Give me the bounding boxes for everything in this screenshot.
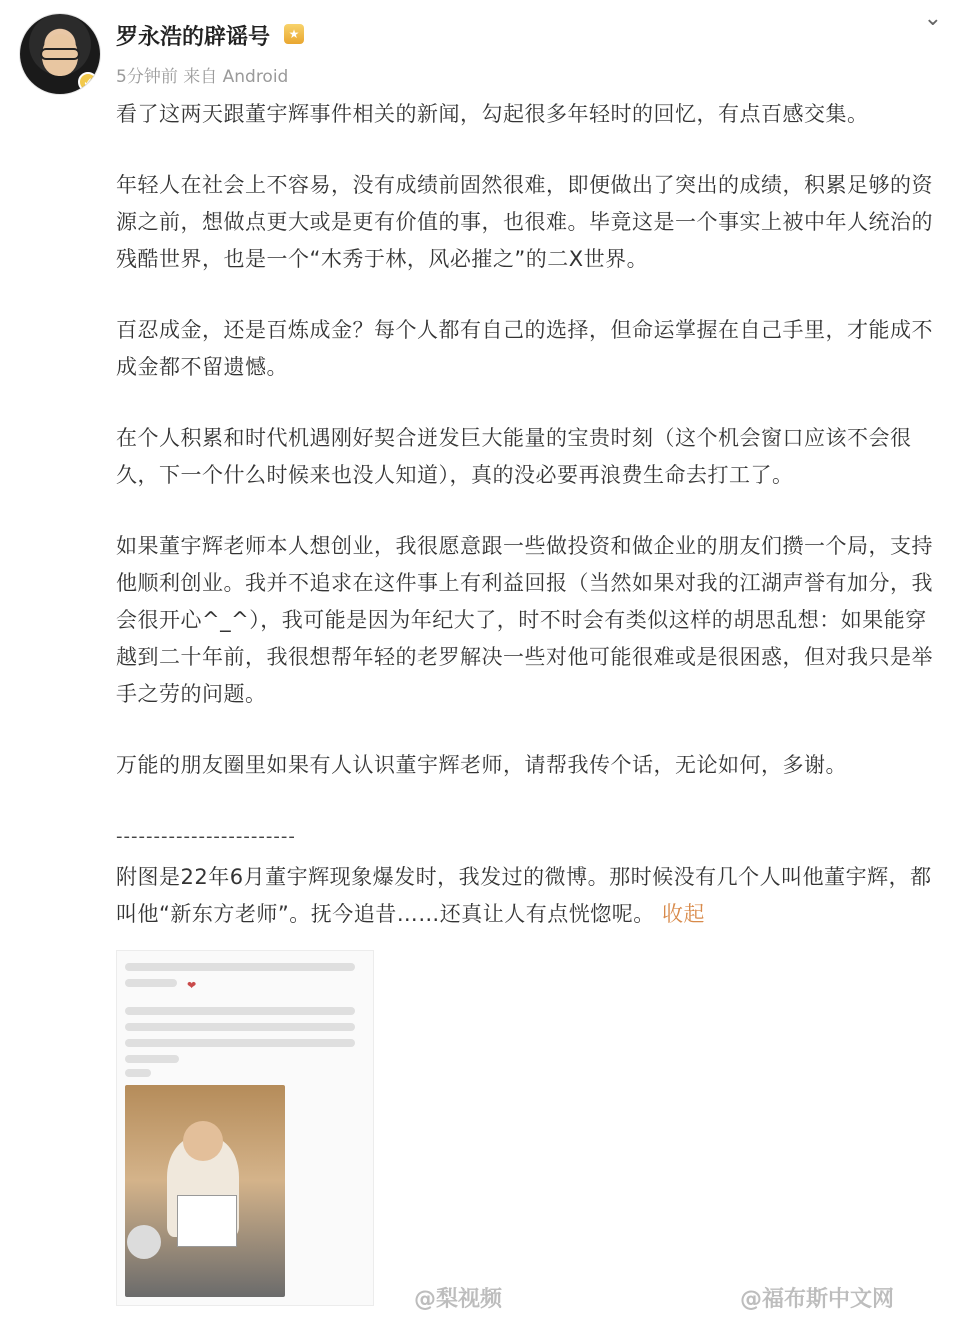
post-paragraph-1: 看了这两天跟董宇辉事件相关的新闻，勾起很多年轻时的回忆，有点百感交集。 [116, 102, 869, 126]
board-shape [177, 1195, 237, 1247]
post-image-thumbnail[interactable] [116, 950, 374, 1306]
post-paragraph-6: 万能的朋友圈里如果有人认识董宇辉老师，请帮我传个话，无论如何，多谢。 [116, 753, 847, 777]
post-divider: ------------------------ [116, 826, 296, 847]
thumbnail-text-line [125, 963, 355, 971]
verified-badge-icon: ✓ [78, 72, 98, 92]
post-content [116, 96, 946, 967]
author-name[interactable]: 罗永浩的辟谣号 [116, 25, 271, 50]
watermark-left: @梨视频 [414, 1287, 503, 1312]
avatar-glasses [40, 48, 80, 60]
person-head-shape [183, 1121, 223, 1161]
post-meta: 5分钟前 来自 Android [116, 67, 289, 87]
thumbnail-text-line [125, 1023, 355, 1031]
member-badge-icon: ★ [284, 24, 304, 44]
collapse-link[interactable]: 收起 [661, 902, 705, 926]
thumbnail-text-line [125, 1069, 151, 1077]
thumbnail-video-frame[interactable] [125, 1085, 285, 1297]
post-paragraph-5: 如果董宇辉老师本人想创业，我很愿意跟一些做投资和做企业的朋友们攒一个局，支持他顺利创业。我并不追求在这件事上有利益回报（当然如果对我的江湖声誉有加分，我会很开心^_^），我可能是因为年纪大了，时不时会有类似这样的胡思乱想：如果能穿越到二十年前，我很想帮年轻的老罗解决一些对他可能很难或是很困惑，但对我只是举手之劳的问题。 [116, 534, 933, 706]
thumbnail-text-line [125, 1055, 179, 1063]
post-paragraph-2: 年轻人在社会上不容易，没有成绩前固然很难，即便做出了突出的成绩，积累足够的资源之前，想做点更大或是更有价值的事，也很难。毕竟这是一个事实上被中年人统治的残酷世界，也是一个“木秀于林，风必摧之”的二X世界。 [116, 173, 933, 271]
watermark-right: @福布斯中文网 [740, 1287, 895, 1312]
fan-shape [127, 1225, 161, 1259]
post-footnote-text: 附图是22年6月董宇辉现象爆发时，我发过的微博。那时候没有几个人叫他董宇辉，都叫他“新东方老师”。抚今追昔……还真让人有点恍惚呢。 [116, 865, 932, 926]
thumbnail-text-line [125, 1039, 355, 1047]
heart-icon: ❤ [187, 979, 197, 992]
thumbnail-text-line [125, 979, 177, 987]
post-paragraph-3: 百忍成金，还是百炼成金？每个人都有自己的选择，但命运掌握在自己手里，才能成不成金都不留遗憾。 [116, 318, 933, 379]
avatar[interactable] [20, 14, 100, 94]
post-footnote [116, 859, 946, 933]
thumbnail-text-line [125, 1007, 355, 1015]
post-paragraph-4: 在个人积累和时代机遇刚好契合迸发巨大能量的宝贵时刻（这个机会窗口应该不会很久，下一个什么时候来也没人知道），真的没必要再浪费生命去打工了。 [116, 426, 912, 487]
chevron-down-icon[interactable]: ⌄ [923, 6, 942, 31]
